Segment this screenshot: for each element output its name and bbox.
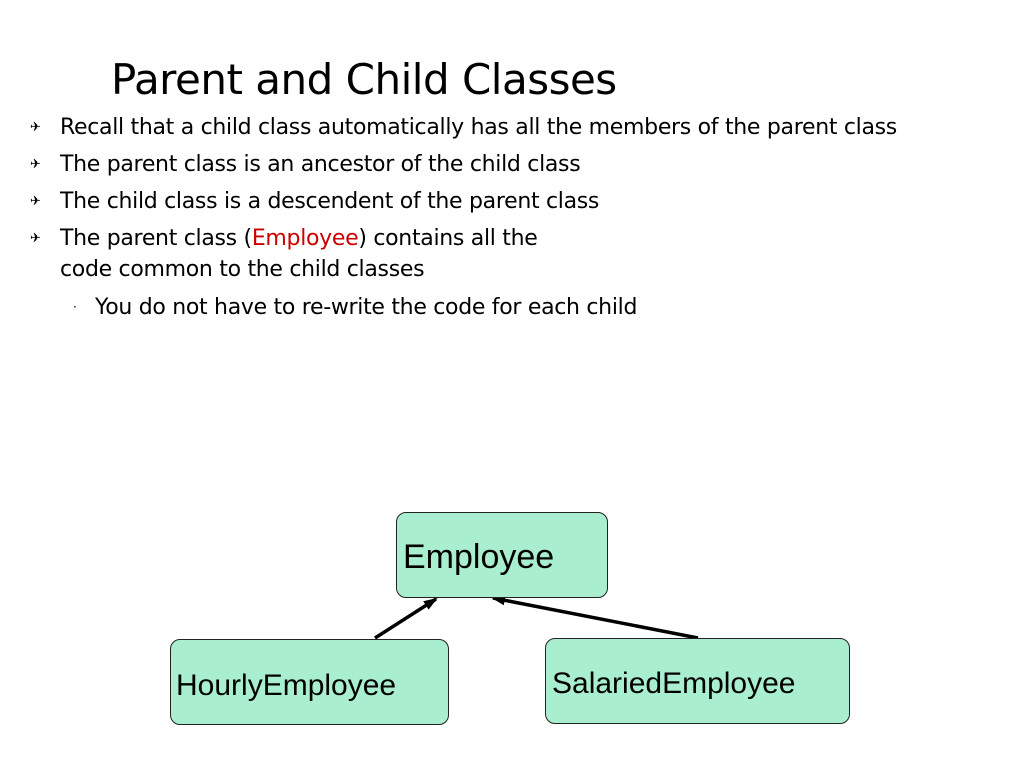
slide-title: Parent and Child Classes xyxy=(111,55,617,104)
employee-class-box xyxy=(396,512,608,598)
bullet-text: Recall that a child class automatically has all the members of the parent class xyxy=(60,115,897,140)
sub-bullet-text: You do not have to re-write the code for each child xyxy=(95,295,638,320)
airplane-bullet-icon: ✈ xyxy=(30,157,41,172)
bullet-text: The parent class is an ancestor of the child class xyxy=(60,152,581,177)
employee-highlight: Employee xyxy=(251,226,359,251)
hourly-employee-class-label: HourlyEmployee xyxy=(176,669,397,702)
airplane-bullet-icon: ✈ xyxy=(30,194,41,209)
bullet-text: The child class is a descendent of the parent class xyxy=(60,189,600,214)
salaried-employee-class-box xyxy=(545,638,850,724)
airplane-bullet-icon: ✈ xyxy=(30,120,41,135)
dot-bullet-icon: · xyxy=(73,300,77,314)
airplane-bullet-icon: ✈ xyxy=(30,231,41,246)
bullet-text: code common to the child classes xyxy=(60,257,425,282)
hourly-employee-class-box xyxy=(170,639,449,725)
arrow-salaried-to-employee xyxy=(493,598,698,638)
bullet-text-part: The parent class ( xyxy=(60,226,252,251)
salaried-employee-class-label: SalariedEmployee xyxy=(552,667,796,700)
bullet-text-part: ) contains all the xyxy=(358,226,538,251)
arrow-hourly-to-employee xyxy=(375,599,436,638)
employee-class-label: Employee xyxy=(403,538,555,576)
bullet-text xyxy=(60,223,537,254)
